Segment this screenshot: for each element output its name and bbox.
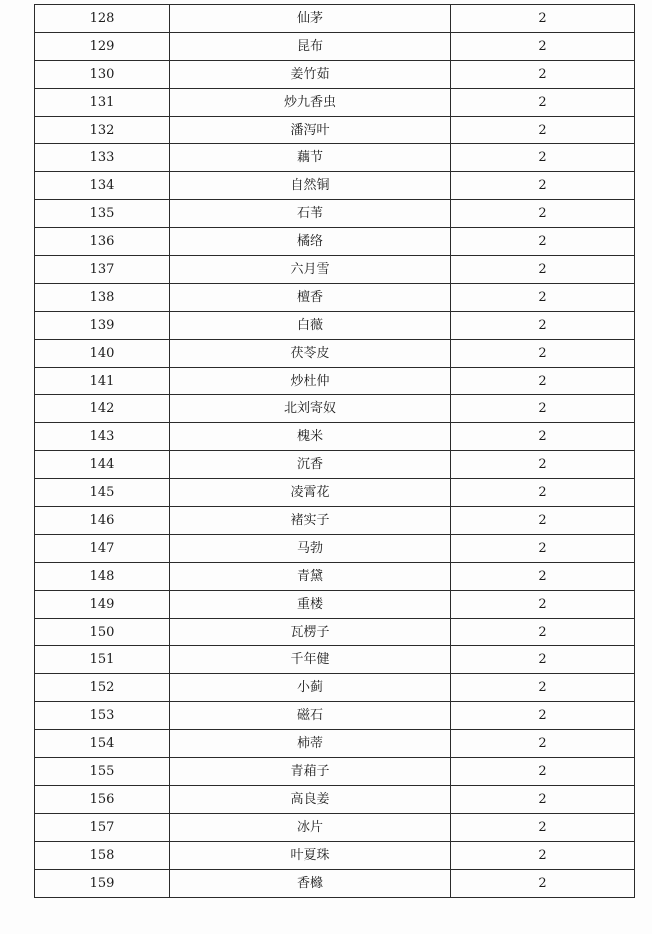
quantity-cell: 2	[451, 395, 635, 423]
row-number-cell: 151	[35, 646, 170, 674]
table-row	[35, 758, 635, 786]
quantity-cell: 2	[451, 785, 635, 813]
quantity-cell: 2	[451, 841, 635, 869]
row-number-cell: 144	[35, 451, 170, 479]
herb-name-cell: 瓦楞子	[170, 618, 451, 646]
herb-name-cell: 叶夏珠	[170, 841, 451, 869]
table-row	[35, 395, 635, 423]
table-row	[35, 534, 635, 562]
quantity-cell: 2	[451, 646, 635, 674]
quantity-cell: 2	[451, 534, 635, 562]
row-number-cell: 131	[35, 88, 170, 116]
row-number-cell: 149	[35, 590, 170, 618]
herb-name-cell: 青黛	[170, 562, 451, 590]
quantity-cell: 2	[451, 116, 635, 144]
herb-name-cell: 褚实子	[170, 507, 451, 535]
herb-name-cell: 潘泻叶	[170, 116, 451, 144]
table-row	[35, 5, 635, 33]
quantity-cell: 2	[451, 590, 635, 618]
quantity-cell: 2	[451, 507, 635, 535]
row-number-cell: 159	[35, 869, 170, 897]
row-number-cell: 143	[35, 423, 170, 451]
table-row	[35, 730, 635, 758]
table-row	[35, 339, 635, 367]
quantity-cell: 2	[451, 479, 635, 507]
table-row	[35, 144, 635, 172]
row-number-cell: 152	[35, 674, 170, 702]
quantity-cell: 2	[451, 423, 635, 451]
table-row	[35, 813, 635, 841]
table-row	[35, 228, 635, 256]
herb-name-cell: 姜竹茹	[170, 60, 451, 88]
table-row	[35, 256, 635, 284]
quantity-cell: 2	[451, 5, 635, 33]
herb-name-cell: 高良姜	[170, 785, 451, 813]
quantity-cell: 2	[451, 813, 635, 841]
herb-name-cell: 马勃	[170, 534, 451, 562]
quantity-cell: 2	[451, 618, 635, 646]
table-row	[35, 32, 635, 60]
table-row	[35, 116, 635, 144]
herb-name-cell: 重楼	[170, 590, 451, 618]
row-number-cell: 148	[35, 562, 170, 590]
row-number-cell: 156	[35, 785, 170, 813]
table-row	[35, 646, 635, 674]
quantity-cell: 2	[451, 869, 635, 897]
herb-name-cell: 炒杜仲	[170, 367, 451, 395]
herb-name-cell: 白薇	[170, 311, 451, 339]
table-row	[35, 841, 635, 869]
quantity-cell: 2	[451, 339, 635, 367]
quantity-cell: 2	[451, 311, 635, 339]
row-number-cell: 133	[35, 144, 170, 172]
herb-name-cell: 炒九香虫	[170, 88, 451, 116]
herb-name-cell: 冰片	[170, 813, 451, 841]
quantity-cell: 2	[451, 172, 635, 200]
row-number-cell: 132	[35, 116, 170, 144]
row-number-cell: 136	[35, 228, 170, 256]
table-row	[35, 507, 635, 535]
row-number-cell: 150	[35, 618, 170, 646]
herb-name-cell: 六月雪	[170, 256, 451, 284]
table-row	[35, 869, 635, 897]
table-row	[35, 674, 635, 702]
herb-name-cell: 磁石	[170, 702, 451, 730]
quantity-cell: 2	[451, 562, 635, 590]
table-row	[35, 367, 635, 395]
row-number-cell: 155	[35, 758, 170, 786]
row-number-cell: 137	[35, 256, 170, 284]
herb-name-cell: 橘络	[170, 228, 451, 256]
row-number-cell: 134	[35, 172, 170, 200]
row-number-cell: 157	[35, 813, 170, 841]
row-number-cell: 142	[35, 395, 170, 423]
herb-name-cell: 自然铜	[170, 172, 451, 200]
quantity-cell: 2	[451, 730, 635, 758]
table-row	[35, 590, 635, 618]
row-number-cell: 158	[35, 841, 170, 869]
table-row	[35, 60, 635, 88]
quantity-cell: 2	[451, 60, 635, 88]
quantity-cell: 2	[451, 144, 635, 172]
table-row	[35, 479, 635, 507]
quantity-cell: 2	[451, 702, 635, 730]
row-number-cell: 130	[35, 60, 170, 88]
herb-table	[34, 4, 635, 898]
row-number-cell: 140	[35, 339, 170, 367]
quantity-cell: 2	[451, 228, 635, 256]
row-number-cell: 146	[35, 507, 170, 535]
herb-name-cell: 香櫞	[170, 869, 451, 897]
herb-name-cell: 槐米	[170, 423, 451, 451]
herb-table-body	[35, 5, 635, 898]
row-number-cell: 145	[35, 479, 170, 507]
table-row	[35, 200, 635, 228]
herb-name-cell: 小蓟	[170, 674, 451, 702]
herb-name-cell: 凌霄花	[170, 479, 451, 507]
row-number-cell: 139	[35, 311, 170, 339]
table-row	[35, 172, 635, 200]
quantity-cell: 2	[451, 283, 635, 311]
quantity-cell: 2	[451, 88, 635, 116]
row-number-cell: 128	[35, 5, 170, 33]
herb-name-cell: 沉香	[170, 451, 451, 479]
table-row	[35, 618, 635, 646]
row-number-cell: 147	[35, 534, 170, 562]
row-number-cell: 154	[35, 730, 170, 758]
herb-name-cell: 昆布	[170, 32, 451, 60]
herb-name-cell: 青葙子	[170, 758, 451, 786]
quantity-cell: 2	[451, 367, 635, 395]
table-row	[35, 88, 635, 116]
table-row	[35, 702, 635, 730]
herb-name-cell: 藕节	[170, 144, 451, 172]
herb-name-cell: 柿蒂	[170, 730, 451, 758]
quantity-cell: 2	[451, 256, 635, 284]
row-number-cell: 138	[35, 283, 170, 311]
table-row	[35, 451, 635, 479]
herb-name-cell: 北刘寄奴	[170, 395, 451, 423]
row-number-cell: 129	[35, 32, 170, 60]
table-row	[35, 785, 635, 813]
quantity-cell: 2	[451, 200, 635, 228]
table-row	[35, 562, 635, 590]
quantity-cell: 2	[451, 32, 635, 60]
row-number-cell: 153	[35, 702, 170, 730]
herb-name-cell: 千年健	[170, 646, 451, 674]
herb-name-cell: 茯苓皮	[170, 339, 451, 367]
row-number-cell: 141	[35, 367, 170, 395]
table-row	[35, 283, 635, 311]
table-row	[35, 423, 635, 451]
table-row	[35, 311, 635, 339]
herb-name-cell: 檀香	[170, 283, 451, 311]
quantity-cell: 2	[451, 674, 635, 702]
row-number-cell: 135	[35, 200, 170, 228]
herb-name-cell: 仙茅	[170, 5, 451, 33]
herb-name-cell: 石苇	[170, 200, 451, 228]
quantity-cell: 2	[451, 451, 635, 479]
quantity-cell: 2	[451, 758, 635, 786]
